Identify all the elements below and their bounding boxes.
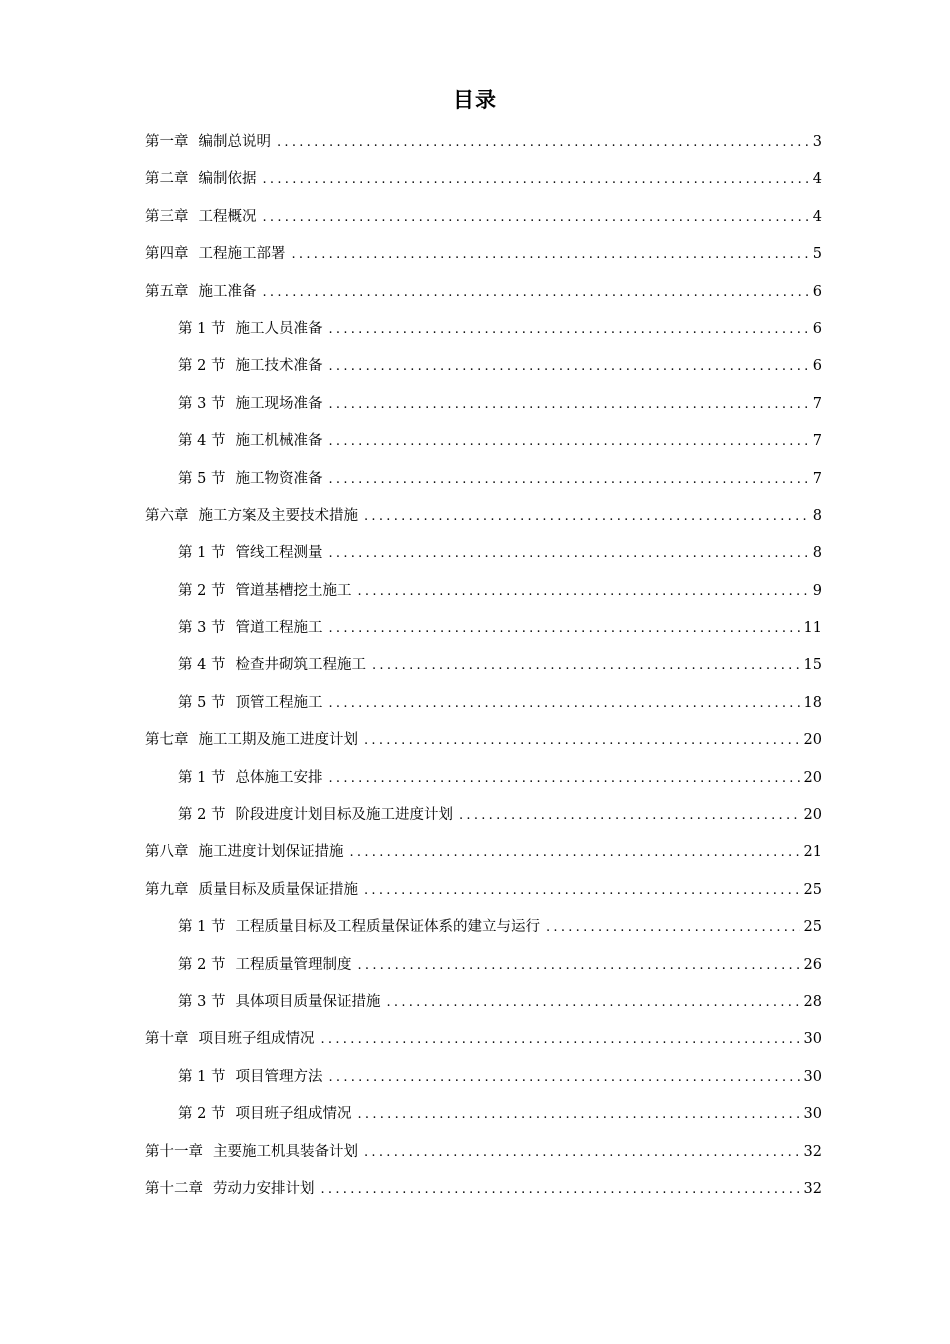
toc-page-number: 30: [803, 1031, 822, 1048]
toc-dot-leader: [357, 947, 799, 984]
toc-entry-text: 具体项目质量保证措施: [235, 993, 381, 1010]
toc-section-entry[interactable]: [145, 909, 822, 946]
toc-section-entry[interactable]: [145, 610, 822, 647]
toc-entry-number: 第 1 节: [178, 769, 226, 786]
toc-entry-number: 第六章: [145, 507, 189, 524]
toc-entry-number: 第 1 节: [178, 1068, 226, 1085]
toc-entry-text: 工程质量目标及工程质量保证体系的建立与运行: [235, 919, 540, 936]
toc-dot-leader: [328, 610, 799, 647]
toc-page-number: 20: [803, 732, 822, 749]
toc-entry-text: 工程概况: [198, 208, 257, 225]
toc-page-number: 4: [812, 171, 822, 188]
toc-section-entry[interactable]: [145, 1096, 822, 1133]
toc-entry-label: [145, 1134, 358, 1171]
toc-entry-text: 施工人员准备: [235, 320, 323, 337]
toc-dot-leader: [321, 1171, 800, 1208]
toc-entry-number: 第九章: [145, 881, 189, 898]
toc-chapter-entry[interactable]: [145, 124, 822, 161]
toc-entry-text: 施工方案及主要技术措施: [198, 507, 358, 524]
toc-entry-label: [178, 461, 322, 498]
toc-entry-label: [145, 161, 257, 198]
toc-page-number: 30: [803, 1106, 822, 1123]
toc-entry-label: [178, 909, 540, 946]
toc-page-number: 5: [812, 246, 822, 263]
toc-page-number: 8: [812, 507, 822, 524]
toc-chapter-entry[interactable]: [145, 161, 822, 198]
toc-chapter-entry[interactable]: [145, 236, 822, 273]
toc-entry-number: 第 5 节: [178, 470, 226, 487]
toc-entry-label: [178, 423, 322, 460]
toc-entry-number: 第一章: [145, 134, 189, 150]
toc-entry-text: 施工现场准备: [235, 395, 323, 412]
toc-entry-number: 第 3 节: [178, 395, 226, 412]
toc-dot-leader: [328, 535, 808, 572]
toc-entry-number: 第五章: [145, 283, 189, 300]
toc-chapter-entry[interactable]: [145, 498, 822, 535]
toc-entry-text: 施工机械准备: [235, 433, 323, 450]
toc-page-number: 7: [812, 395, 822, 412]
toc-entry-text: 施工工期及施工进度计划: [198, 732, 358, 749]
toc-entry-label: [145, 722, 358, 759]
toc-entry-number: 第十二章: [145, 1180, 203, 1197]
toc-entry-label: [145, 872, 358, 909]
toc-entry-number: 第 4 节: [178, 433, 226, 450]
toc-entry-label: [178, 573, 351, 610]
toc-dot-leader: [546, 909, 800, 946]
toc-entry-text: 施工物资准备: [235, 470, 323, 487]
toc-dot-leader: [372, 647, 800, 684]
toc-entry-label: [178, 685, 322, 722]
toc-entry-text: 质量目标及质量保证措施: [198, 881, 358, 898]
toc-entry-label: [145, 199, 257, 236]
toc-entry-number: 第 1 节: [178, 919, 226, 936]
toc-entry-label: [178, 535, 322, 572]
toc-page-number: 7: [812, 470, 822, 487]
toc-dot-leader: [263, 161, 809, 198]
toc-chapter-entry[interactable]: [145, 872, 822, 909]
toc-dot-leader: [263, 274, 809, 311]
toc-entry-number: 第 3 节: [178, 993, 226, 1010]
toc-entry-text: 编制依据: [198, 171, 257, 188]
toc-entry-text: 检查井砌筑工程施工: [235, 657, 366, 674]
toc-entry-number: 第 2 节: [178, 956, 226, 973]
toc-entry-label: [145, 1021, 315, 1058]
toc-dot-leader: [292, 236, 809, 273]
toc-page-number: 9: [812, 582, 822, 599]
toc-page-number: 7: [812, 433, 822, 450]
toc-dot-leader: [364, 722, 800, 759]
toc-page-number: 32: [803, 1143, 822, 1160]
toc-entry-label: [145, 1171, 315, 1208]
toc-entry-text: 施工准备: [198, 283, 257, 300]
toc-section-entry[interactable]: [145, 797, 822, 834]
toc-entry-label: [178, 386, 322, 423]
toc-dot-leader: [328, 461, 808, 498]
toc-page-number: 8: [812, 545, 822, 562]
toc-section-entry[interactable]: [145, 1059, 822, 1096]
toc-entry-number: 第 1 节: [178, 545, 226, 562]
toc-entry-number: 第 2 节: [178, 807, 226, 824]
toc-page-number: 25: [803, 919, 822, 936]
toc-entry-label: [145, 834, 344, 871]
toc-entry-label: [178, 1096, 351, 1133]
toc-page-number: 32: [803, 1180, 822, 1197]
toc-entry-text: 施工技术准备: [235, 358, 323, 375]
toc-entry-number: 第三章: [145, 208, 189, 225]
toc-dot-leader: [328, 423, 808, 460]
toc-dot-leader: [364, 1134, 800, 1171]
toc-entry-text: 项目班子组成情况: [235, 1106, 352, 1123]
toc-entry-label: [178, 1059, 322, 1096]
toc-entry-text: 劳动力安排计划: [213, 1180, 315, 1197]
toc-page-number: 3: [812, 134, 822, 150]
toc-entry-label: [178, 348, 322, 385]
toc-page-number: 21: [803, 844, 822, 861]
toc-section-entry[interactable]: [145, 984, 822, 1021]
toc-dot-leader: [364, 872, 800, 909]
toc-entry-label: [145, 274, 257, 311]
toc-entry-label: [145, 498, 358, 535]
toc-entry-label: [178, 797, 453, 834]
toc-dot-leader: [328, 348, 808, 385]
toc-dot-leader: [357, 1096, 799, 1133]
toc-chapter-entry[interactable]: [145, 1021, 822, 1058]
toc-entry-number: 第 5 节: [178, 694, 226, 711]
toc-page-number: 30: [803, 1068, 822, 1085]
toc-section-entry[interactable]: [145, 423, 822, 460]
toc-entry-number: 第 4 节: [178, 657, 226, 674]
toc-entry-label: [145, 236, 286, 273]
toc-section-entry[interactable]: [145, 461, 822, 498]
toc-entry-text: 编制总说明: [198, 134, 271, 150]
toc-dot-leader: [328, 685, 799, 722]
toc-entry-label: [178, 760, 322, 797]
toc-dot-leader: [364, 498, 808, 535]
toc-section-entry[interactable]: [145, 535, 822, 572]
toc-entry-text: 项目班子组成情况: [198, 1031, 315, 1048]
toc-entry-number: 第十一章: [145, 1143, 203, 1160]
toc-dot-leader: [328, 760, 799, 797]
toc-page-number: 25: [803, 881, 822, 898]
toc-page-number: 6: [812, 358, 822, 375]
toc-entry-number: 第 1 节: [178, 320, 226, 337]
toc-entry-number: 第 2 节: [178, 582, 226, 599]
toc-section-entry[interactable]: [145, 947, 822, 984]
toc-page-number: 15: [803, 657, 822, 674]
toc-entry-label: [178, 311, 322, 348]
toc-dot-leader: [459, 797, 800, 834]
toc-dot-leader: [328, 1059, 799, 1096]
toc-entry-number: 第七章: [145, 732, 189, 749]
toc-page-number: 26: [803, 956, 822, 973]
toc-entry-text: 管道工程施工: [235, 620, 323, 637]
toc-entry-label: [178, 947, 351, 984]
toc-entry-text: 管线工程测量: [235, 545, 323, 562]
toc-chapter-entry[interactable]: [145, 199, 822, 236]
toc-entry-number: 第八章: [145, 844, 189, 861]
toc-entry-text: 项目管理方法: [235, 1068, 323, 1085]
toc-list: [145, 124, 822, 1208]
toc-section-entry[interactable]: [145, 573, 822, 610]
toc-section-entry[interactable]: [145, 348, 822, 385]
toc-page-number: 28: [803, 993, 822, 1010]
toc-page-number: 18: [803, 694, 822, 711]
toc-entry-number: 第十章: [145, 1031, 189, 1048]
toc-entry-number: 第 2 节: [178, 1106, 226, 1123]
toc-dot-leader: [321, 1021, 800, 1058]
toc-section-entry[interactable]: [145, 647, 822, 684]
toc-entry-text: 工程质量管理制度: [235, 956, 352, 973]
toc-entry-text: 工程施工部署: [198, 246, 286, 263]
toc-page-number: 6: [812, 320, 822, 337]
toc-chapter-entry[interactable]: [145, 1134, 822, 1171]
toc-entry-label: [178, 647, 366, 684]
toc-entry-label: [178, 610, 322, 647]
toc-page-number: 11: [803, 620, 822, 637]
toc-page-number: 20: [803, 769, 822, 786]
toc-page-number: 4: [812, 208, 822, 225]
toc-section-entry[interactable]: [145, 386, 822, 423]
toc-dot-leader: [386, 984, 799, 1021]
toc-section-entry[interactable]: [145, 685, 822, 722]
toc-dot-leader: [328, 386, 808, 423]
toc-chapter-entry[interactable]: [145, 1171, 822, 1208]
toc-dot-leader: [328, 311, 808, 348]
toc-dot-leader: [277, 124, 808, 161]
toc-title: 目录: [453, 88, 497, 112]
toc-entry-number: 第 3 节: [178, 620, 226, 637]
toc-entry-number: 第 2 节: [178, 358, 226, 375]
toc-page-number: 20: [803, 807, 822, 824]
toc-entry-label: [145, 124, 271, 161]
toc-entry-label: [178, 984, 380, 1021]
toc-entry-text: 顶管工程施工: [235, 694, 323, 711]
toc-entry-number: 第二章: [145, 171, 189, 188]
toc-entry-text: 阶段进度计划目标及施工进度计划: [235, 807, 453, 824]
toc-dot-leader: [350, 834, 800, 871]
toc-page-number: 6: [812, 283, 822, 300]
toc-section-entry[interactable]: [145, 311, 822, 348]
toc-dot-leader: [357, 573, 808, 610]
toc-entry-text: 总体施工安排: [235, 769, 323, 786]
toc-chapter-entry[interactable]: [145, 722, 822, 759]
toc-chapter-entry[interactable]: [145, 274, 822, 311]
toc-entry-text: 主要施工机具装备计划: [213, 1143, 358, 1160]
toc-entry-text: 管道基槽挖土施工: [235, 582, 352, 599]
toc-chapter-entry[interactable]: [145, 834, 822, 871]
toc-entry-number: 第四章: [145, 246, 189, 263]
toc-dot-leader: [263, 199, 809, 236]
toc-entry-text: 施工进度计划保证措施: [198, 844, 344, 861]
toc-section-entry[interactable]: [145, 760, 822, 797]
